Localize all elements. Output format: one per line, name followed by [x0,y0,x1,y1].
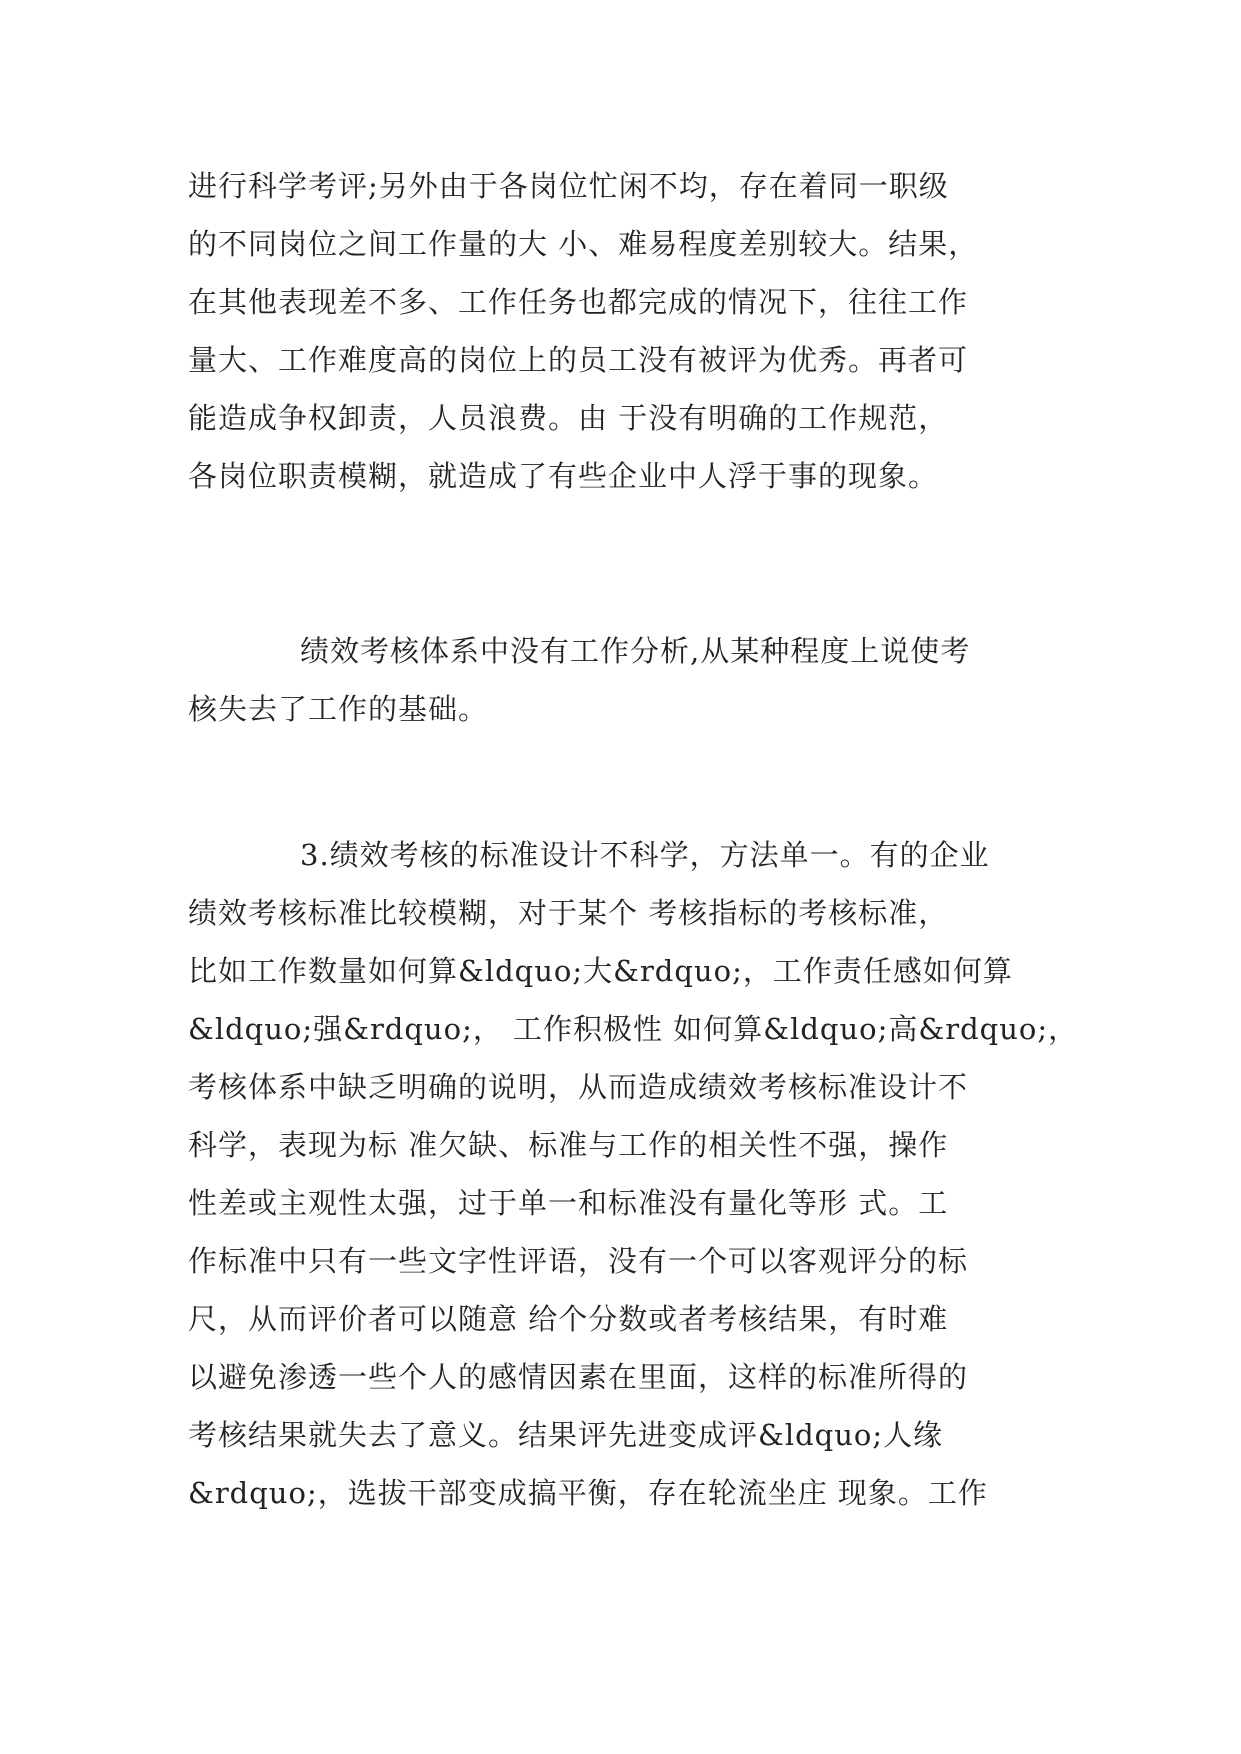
text-line: 的不同岗位之间工作量的大 小、难易程度差别较大。结果， [188,227,979,261]
text-line: 各岗位职责模糊，就造成了有些企业中人浮于事的现象。 [188,459,939,493]
text-line: 3.绩效考核的标准设计不科学，方法单一。有的企业 [300,838,990,872]
text-line: 科学，表现为标 准欠缺、标准与工作的相关性不强，操作 [188,1128,949,1162]
text-line: 绩效考核标准比较模糊，对于某个 考核指标的考核标准， [188,896,949,930]
text-line: &ldquo;强&rdquo;， 工作积极性 如何算&ldquo;高&rdquo;， [188,1012,1079,1046]
paragraph-no-job-analysis [188,622,1068,738]
text-line: 绩效考核体系中没有工作分析,从某种程度上说使考 [300,634,971,668]
text-line: 核失去了工作的基础。 [188,692,489,726]
text-line: &rdquo;，选拔干部变成搞平衡，存在轮流坐庄 现象。工作 [188,1476,988,1510]
text-line: 比如工作数量如何算&ldquo;大&rdquo;，工作责任感如何算 [188,954,1013,988]
text-line: 能造成争权卸责，人员浪费。由 于没有明确的工作规范， [188,401,949,435]
paragraph-standards-design [188,826,1079,1522]
text-line: 尺，从而评价者可以随意 给个分数或者考核结果，有时难 [188,1302,949,1336]
text-line: 性差或主观性太强，过于单一和标准没有量化等形 式。工 [188,1186,949,1220]
text-line: 作标准中只有一些文字性评语，没有一个可以客观评分的标 [188,1244,969,1278]
text-line: 考核结果就失去了意义。结果评先进变成评&ldquo;人缘 [188,1418,944,1452]
text-line: 以避免渗透一些个人的感情因素在里面，这样的标准所得的 [188,1360,969,1394]
text-line: 考核体系中缺乏明确的说明，从而造成绩效考核标准设计不 [188,1070,969,1104]
text-line: 在其他表现差不多、工作任务也都完成的情况下，往往工作 [188,285,969,319]
text-line: 量大、工作难度高的岗位上的员工没有被评为优秀。再者可 [188,343,969,377]
text-line: 进行科学考评;另外由于各岗位忙闲不均，存在着同一职级 [188,169,949,203]
paragraph-workload-imbalance [188,157,1068,505]
